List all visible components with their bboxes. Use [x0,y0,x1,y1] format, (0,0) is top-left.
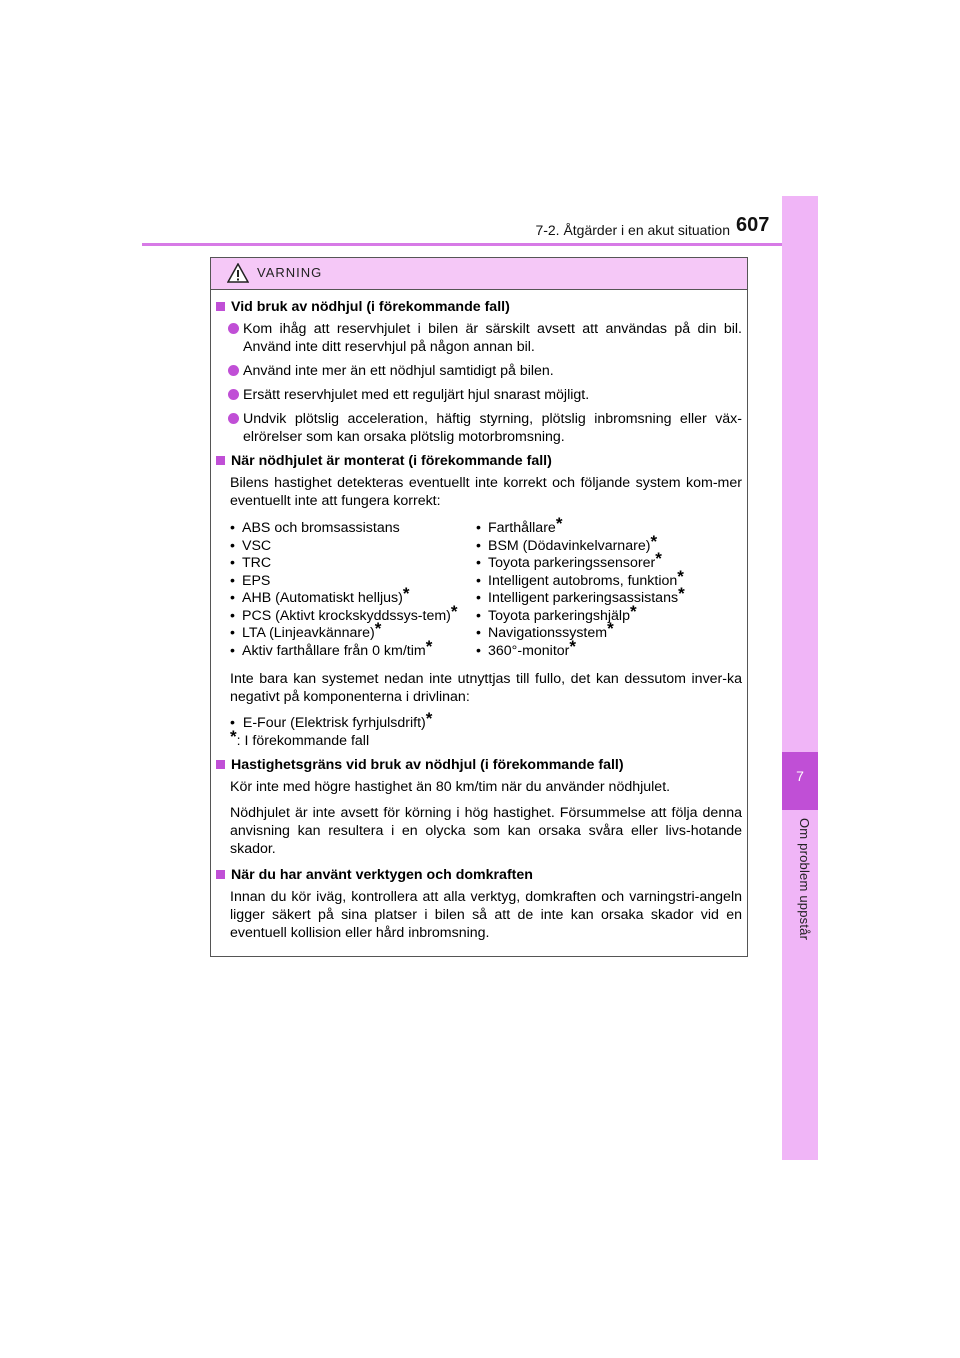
paragraph: Inte bara kan systemet nedan inte utnyttjas till fullo, det kan dessutom inver-ka negativt på komponenterna i drivlinan: [230,671,742,705]
list-item: Undvik plötslig acceleration, häftig styrning, plötslig inbromsning eller väx-elrörelser som kan orsaka plötslig motorbromsning. [216,410,742,446]
list-item: • Intelligent autobroms, funktion* [476,573,722,591]
square-bullet-icon [216,302,225,311]
drivetrain-list [216,709,742,750]
square-bullet-icon [216,870,225,879]
list-item: • VSC [230,538,476,556]
warning-triangle-icon [227,263,249,283]
list-item: • 360°-monitor* [476,643,722,661]
section-heading: Hastighetsgräns vid bruk av nödhjul (i förekommande fall) [216,756,742,774]
warning-header [211,258,747,290]
list-item: • Navigationssystem* [476,625,722,643]
page-number: 607 [736,214,770,236]
list-item: • Farthållare* [476,520,722,538]
header-rule [142,243,818,246]
list-item: Kom ihåg att reservhjulet i bilen är särskilt avsett att användas på din bil. Använd inte ditt reservhjul på någon annan bil. [216,320,742,356]
round-bullet-icon [228,323,239,334]
list-item: • BSM (Dödavinkelvarnare)* [476,538,722,556]
paragraph: Kör inte med högre hastighet än 80 km/tim när du använder nödhjulet. [230,779,671,795]
chapter-title: Om problem uppstår [797,818,812,941]
square-bullet-icon [216,760,225,769]
warning-content [216,298,742,950]
list-item: • ABS och bromsassistans [230,520,476,538]
list-item: • TRC [230,555,476,573]
list-item: • Aktiv farthållare från 0 km/tim* [230,643,476,661]
list-item: • Intelligent parkeringsassistans* [476,590,722,608]
round-bullet-icon [228,365,239,376]
list-item: • EPS [230,573,476,591]
list-item: • Toyota parkeringssensorer* [476,555,722,573]
section-heading: När nödhjulet är monterat (i förekommande fall) [216,452,742,470]
paragraph: Bilens hastighet detekteras eventuellt inte korrekt och följande system kom-mer eventuellt inte att fungera korrekt: [230,475,742,509]
list-item: • AHB (Automatiskt helljus)* [230,590,476,608]
paragraph: Nödhjulet är inte avsett för körning i hög hastighet. Försummelse att följa denna anvisning kan resultera i en olycka som kan orsaka svåra eller livs-hotande skador. [230,805,742,857]
list-item: • LTA (Linjeavkännare)* [230,625,476,643]
round-bullet-icon [228,389,239,400]
paragraph: Innan du kör iväg, kontrollera att alla verktyg, domkraften och varningstri-angeln ligger säkert på sina platser i bilen så att de inte kan orsaka skador vid en eventuell kollision eller hård inbromsning. [230,889,742,941]
list-item: • E-Four (Elektrisk fyrhjulsdrift)* [230,709,433,731]
system-list-right [476,514,722,660]
chapter-tab [782,196,818,1160]
chapter-number: 7 [796,768,804,784]
warning-label: VARNING [257,265,323,280]
footnote: *: I förekommande fall [230,727,370,749]
list-item: • Toyota parkeringshjälp* [476,608,722,626]
list-item: • PCS (Aktivt krockskyddssys-tem)* [230,608,476,626]
square-bullet-icon [216,456,225,465]
list-item: Använd inte mer än ett nödhjul samtidigt på bilen. [216,362,742,380]
section-title: 7-2. Åtgärder i en akut situation [535,222,730,238]
warning-box [210,257,748,957]
list-item: Ersätt reservhjulet med ett reguljärt hjul snarast möjligt. [216,386,742,404]
round-bullet-icon [228,413,239,424]
section-heading: Vid bruk av nödhjul (i förekommande fall) [216,298,742,316]
system-list [216,514,742,660]
section-heading: När du har använt verktygen och domkraften [216,866,742,884]
system-list-left [230,520,476,660]
